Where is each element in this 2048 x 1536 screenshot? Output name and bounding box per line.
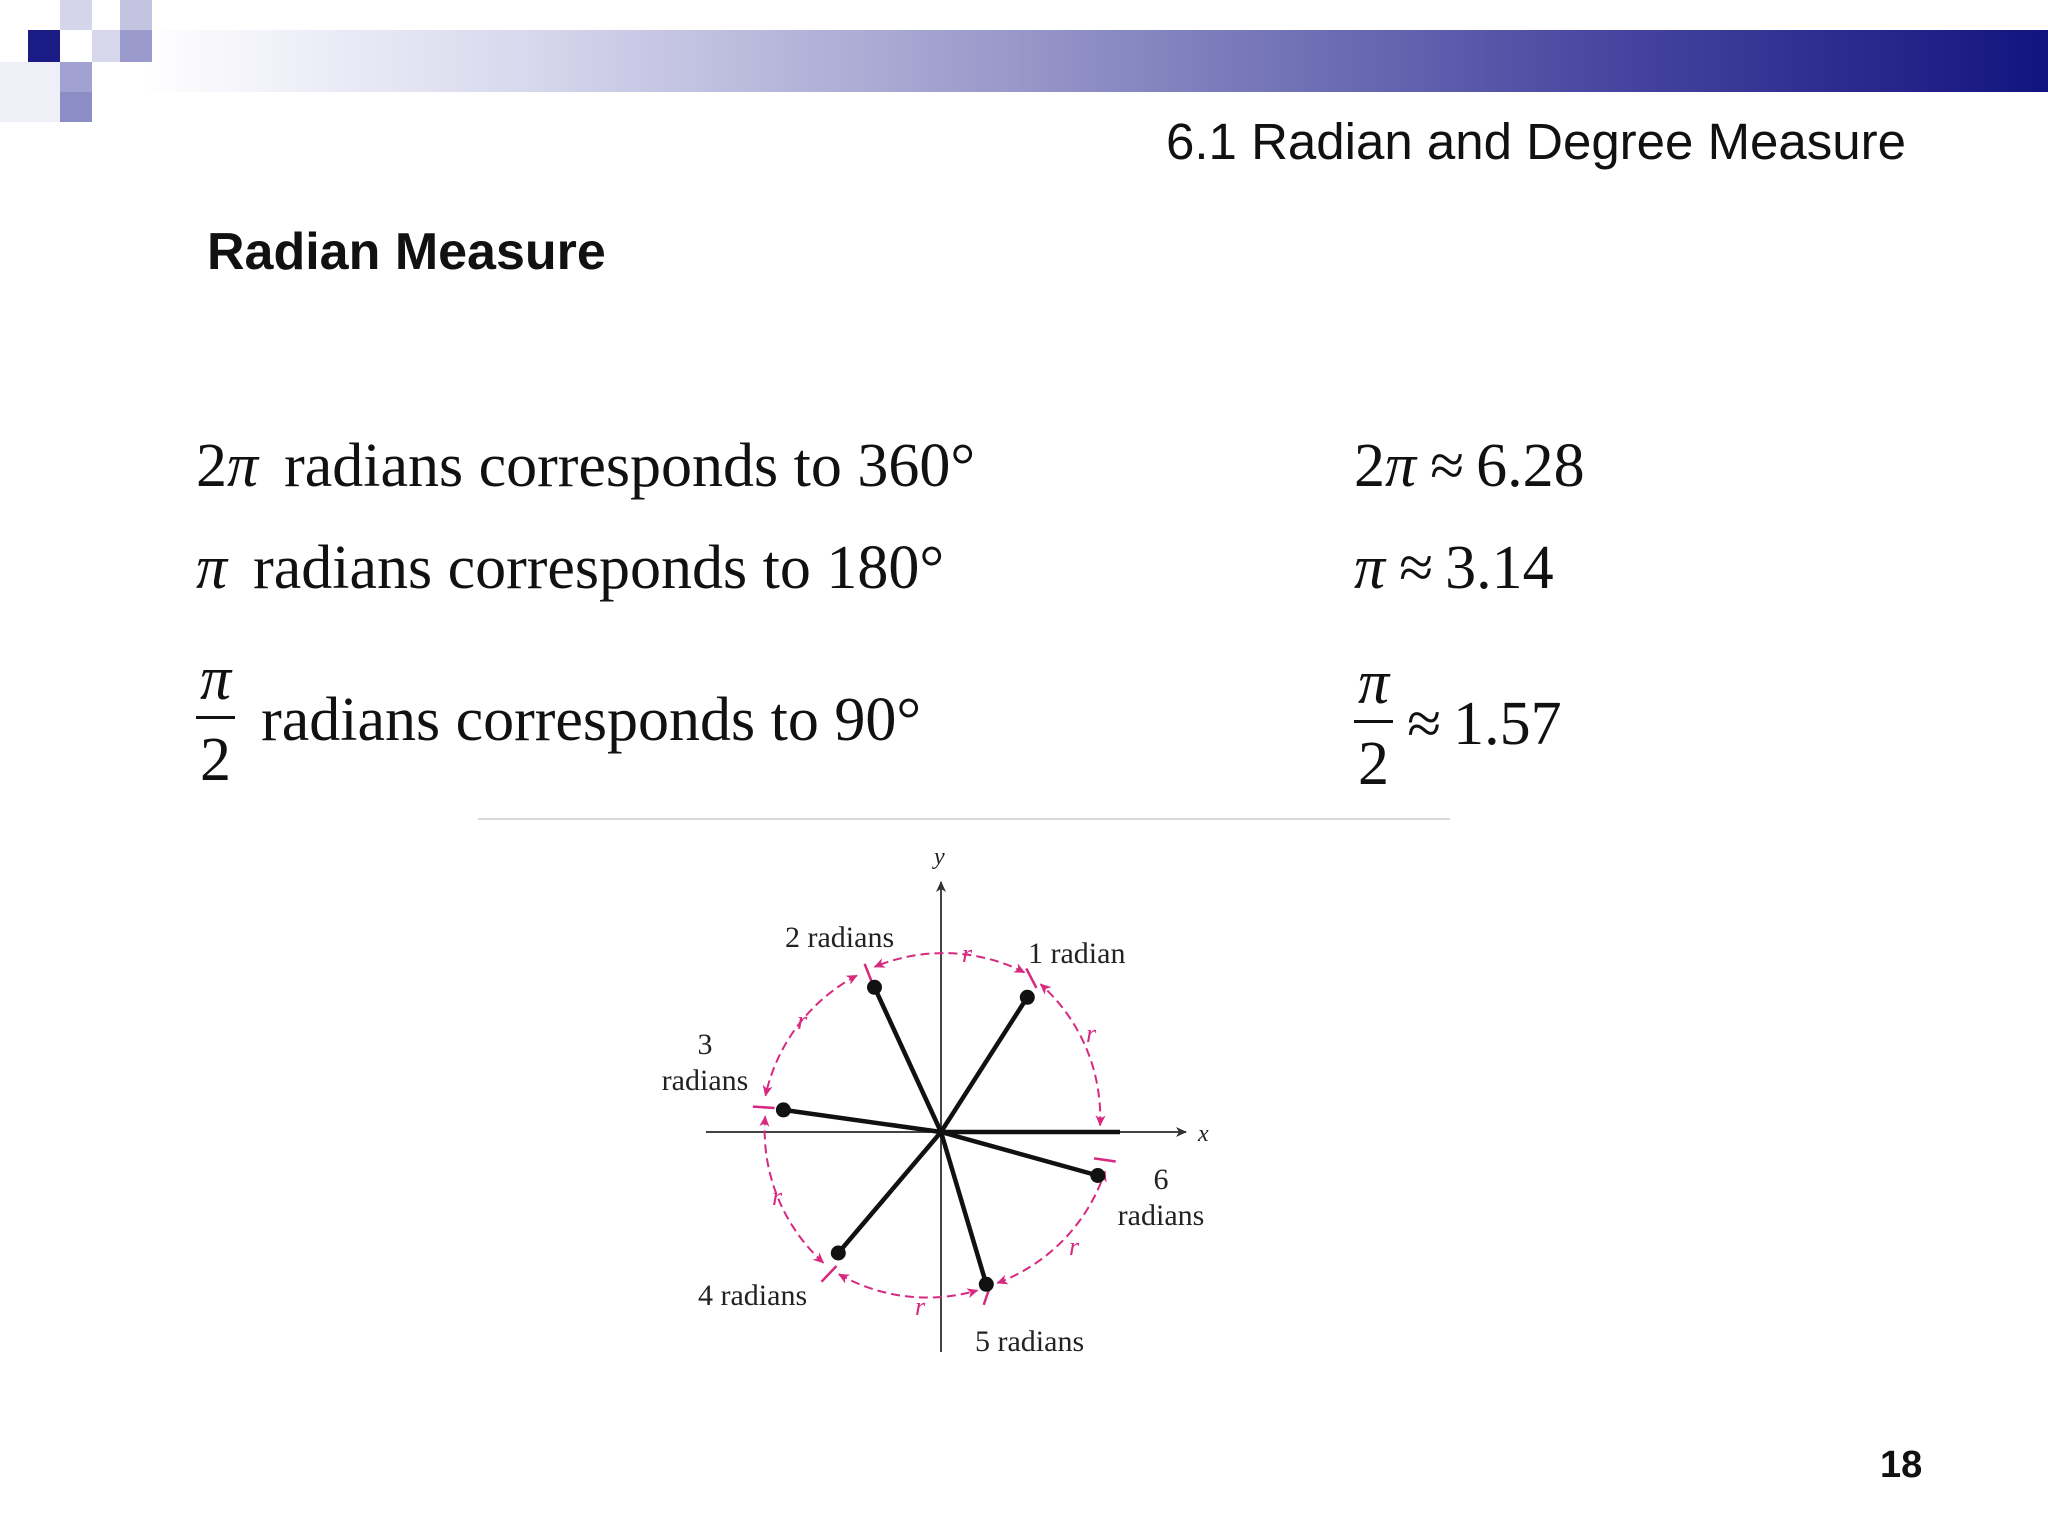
equation-text: radians corresponds to 90° xyxy=(261,685,922,754)
coefficient: 2 xyxy=(196,432,227,500)
fraction-denominator: 2 xyxy=(200,726,232,794)
approx-symbol: ≈ xyxy=(1407,689,1442,758)
pi-symbol: π xyxy=(1385,432,1417,500)
approx-value: 1.57 xyxy=(1453,689,1562,758)
arc-segment-1 xyxy=(1041,984,1101,1125)
endpoint-dot-1 xyxy=(1020,990,1035,1005)
label-2-radians: 2 radians xyxy=(785,921,895,954)
label-3-word: radians xyxy=(661,1064,749,1097)
fraction-numerator: π xyxy=(200,645,232,713)
endpoint-dot-5 xyxy=(979,1277,994,1292)
arc-tick-1 xyxy=(1026,969,1036,988)
approx-symbol: ≈ xyxy=(1430,432,1465,500)
angle-line-1-radian xyxy=(941,997,1027,1132)
arc-tick-4 xyxy=(822,1266,837,1282)
pi-symbol: π xyxy=(1354,534,1386,602)
arc-segment-2 xyxy=(875,953,1025,972)
arc-label-r-5: r xyxy=(914,1292,926,1321)
label-4-radians: 4 radians xyxy=(698,1279,808,1312)
arc-label-r-4: r xyxy=(771,1182,783,1211)
arc-label-r-1: r xyxy=(1085,1019,1097,1048)
equation-text: radians corresponds to 360° xyxy=(284,432,976,500)
endpoint-dot-3 xyxy=(776,1102,791,1117)
endpoint-dot-4 xyxy=(831,1246,846,1261)
arc-label-r-2: r xyxy=(961,939,973,968)
label-1-radian: 1 radian xyxy=(1028,937,1126,970)
angle-line-4-radians xyxy=(838,1132,941,1253)
coefficient: 2 xyxy=(1354,432,1385,500)
angle-line-5-radians xyxy=(941,1132,986,1284)
endpoint-dot-2 xyxy=(867,980,882,995)
approx-symbol: ≈ xyxy=(1399,534,1434,602)
approx-value: 3.14 xyxy=(1445,534,1554,602)
arc-tick-6 xyxy=(1094,1158,1116,1161)
equation-text: radians corresponds to 180° xyxy=(253,534,945,602)
fraction-denominator: 2 xyxy=(1358,730,1390,798)
approx-value: 6.28 xyxy=(1476,432,1585,500)
arc-label-r-3: r xyxy=(796,1006,808,1035)
label-6-word: radians xyxy=(1117,1199,1205,1232)
angle-line-2-radians xyxy=(875,987,942,1132)
section-title: 6.1 Radian and Degree Measure xyxy=(1166,113,1906,170)
page-number: 18 xyxy=(1880,1444,1923,1486)
label-3-number: 3 xyxy=(697,1028,713,1061)
arc-segment-6 xyxy=(997,1171,1105,1283)
slide-heading: Radian Measure xyxy=(207,223,606,281)
angle-line-6-radians xyxy=(941,1132,1098,1176)
y-axis-label: y xyxy=(934,844,945,870)
x-axis-label: x xyxy=(1198,1121,1209,1147)
label-6-number: 6 xyxy=(1153,1163,1169,1196)
arc-segment-5 xyxy=(839,1274,978,1297)
arc-segment-3 xyxy=(766,976,857,1096)
pi-symbol: π xyxy=(196,534,228,602)
fraction-numerator: π xyxy=(1358,649,1390,717)
arc-label-r-6: r xyxy=(1068,1232,1080,1261)
label-5-radians: 5 radians xyxy=(975,1325,1085,1358)
endpoint-dot-6 xyxy=(1090,1168,1105,1183)
angle-line-3-radians xyxy=(783,1110,941,1132)
arc-tick-3 xyxy=(753,1107,775,1108)
pi-symbol: π xyxy=(227,432,259,500)
